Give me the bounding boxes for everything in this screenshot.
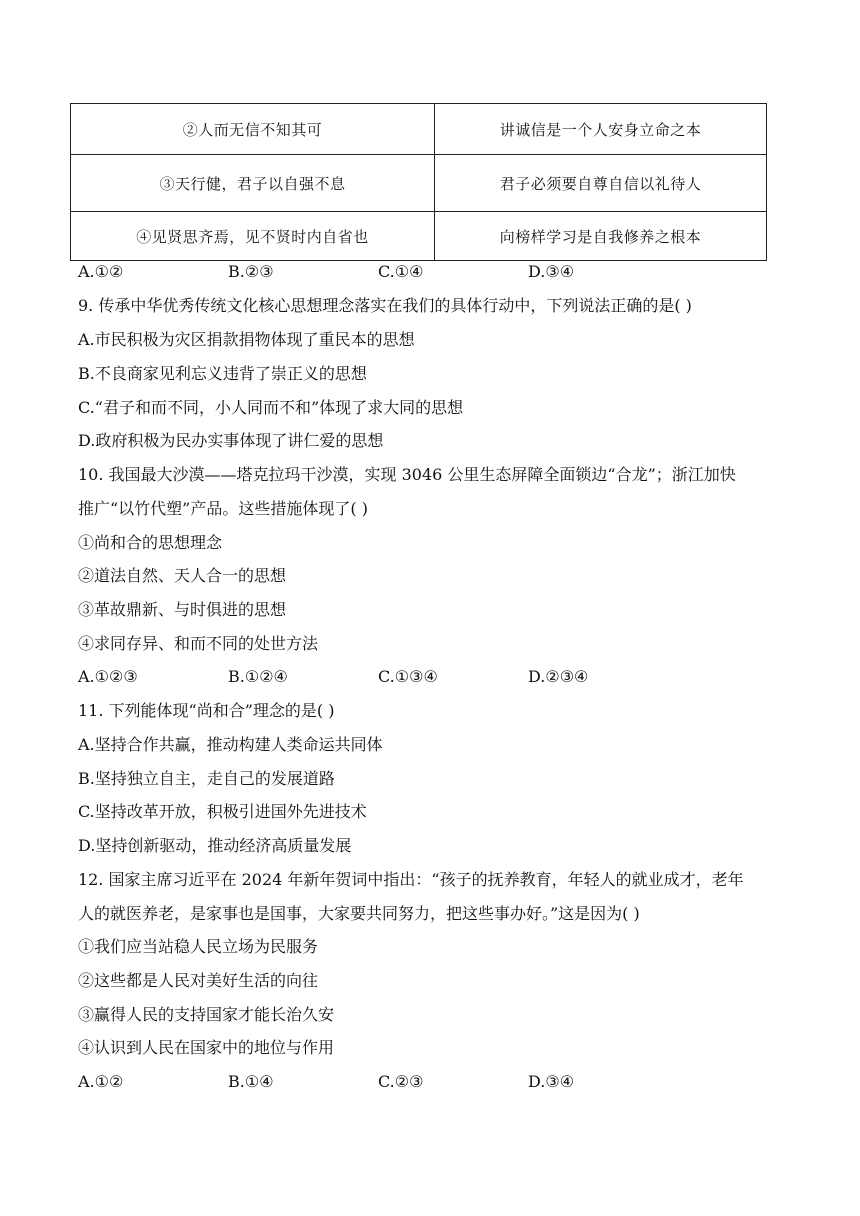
option-c[interactable]: C.①④ — [378, 262, 424, 281]
q10-item-1: ①尚和合的思想理念 — [78, 533, 223, 552]
option-b[interactable]: B.②③ — [228, 262, 274, 281]
option-b[interactable]: B.①②④ — [228, 667, 288, 686]
q9-choice-b[interactable]: B.不良商家见利忘义违背了崇正义的思想 — [78, 364, 367, 383]
q11-choice-b[interactable]: B.坚持独立自主，走自己的发展道路 — [78, 769, 335, 788]
table-cell-quote: ③天行健，君子以自强不息 — [71, 155, 435, 212]
quote-meaning-table — [70, 103, 767, 261]
q11-stem: 11. 下列能体现“尚和合”理念的是( ) — [78, 701, 335, 720]
q12-stem-line1: 12. 国家主席习近平在 2024 年新年贺词中指出：“孩子的抚养教育，年轻人的就业成才，老年 — [78, 870, 744, 889]
q12-stem-line2: 人的就医养老，是家事也是国事，大家要共同努力，把这些事办好。”这是因为( ) — [78, 904, 640, 923]
q10-item-3: ③革故鼎新、与时俱进的思想 — [78, 600, 287, 619]
table-row — [71, 212, 767, 261]
option-b[interactable]: B.①④ — [228, 1072, 274, 1091]
q9-choice-d[interactable]: D.政府积极为民办实事体现了讲仁爱的思想 — [78, 431, 384, 450]
option-c[interactable]: C.②③ — [378, 1072, 424, 1091]
q12-item-4: ④认识到人民在国家中的地位与作用 — [78, 1038, 335, 1057]
table-cell-meaning: 讲诚信是一个人安身立命之本 — [435, 104, 767, 155]
option-a[interactable]: A.①② — [78, 1072, 124, 1091]
option-a[interactable]: A.①② — [78, 262, 124, 281]
table-cell-meaning: 向榜样学习是自我修养之根本 — [435, 212, 767, 261]
q12-item-1: ①我们应当站稳人民立场为民服务 — [78, 937, 319, 956]
q11-choice-d[interactable]: D.坚持创新驱动，推动经济高质量发展 — [78, 836, 352, 855]
q10-item-4: ④求同存异、和而不同的处世方法 — [78, 634, 319, 653]
option-d[interactable]: D.③④ — [528, 262, 575, 281]
q9-choice-c[interactable]: C.“君子和而不同，小人同而不和”体现了求大同的思想 — [78, 398, 464, 417]
table-row — [71, 155, 767, 212]
q12-item-3: ③赢得人民的支持国家才能长治久安 — [78, 1005, 335, 1024]
table-cell-quote: ④见贤思齐焉，见不贤时内自省也 — [71, 212, 435, 261]
q10-stem-line2: 推广“以竹代塑”产品。这些措施体现了( ) — [78, 499, 368, 518]
table-cell-quote: ②人而无信不知其可 — [71, 104, 435, 155]
q12-item-2: ②这些都是人民对美好生活的向往 — [78, 971, 319, 990]
q9-stem: 9. 传承中华优秀传统文化核心思想理念落实在我们的具体行动中，下列说法正确的是( ) — [78, 296, 692, 315]
q10-stem-line1: 10. 我国最大沙漠——塔克拉玛干沙漠，实现 3046 公里生态屏障全面锁边“合龙”；浙江加快 — [78, 465, 736, 484]
option-d[interactable]: D.③④ — [528, 1072, 575, 1091]
q11-choice-c[interactable]: C.坚持改革开放，积极引进国外先进技术 — [78, 802, 367, 821]
q11-choice-a[interactable]: A.坚持合作共赢，推动构建人类命运共同体 — [78, 735, 383, 754]
option-c[interactable]: C.①③④ — [378, 667, 438, 686]
table-cell-meaning: 君子必须要自尊自信以礼待人 — [435, 155, 767, 212]
q10-item-2: ②道法自然、天人合一的思想 — [78, 566, 287, 585]
table-row — [71, 104, 767, 155]
q9-choice-a[interactable]: A.市民积极为灾区捐款捐物体现了重民本的思想 — [78, 330, 415, 349]
option-d[interactable]: D.②③④ — [528, 667, 589, 686]
option-a[interactable]: A.①②③ — [78, 667, 138, 686]
